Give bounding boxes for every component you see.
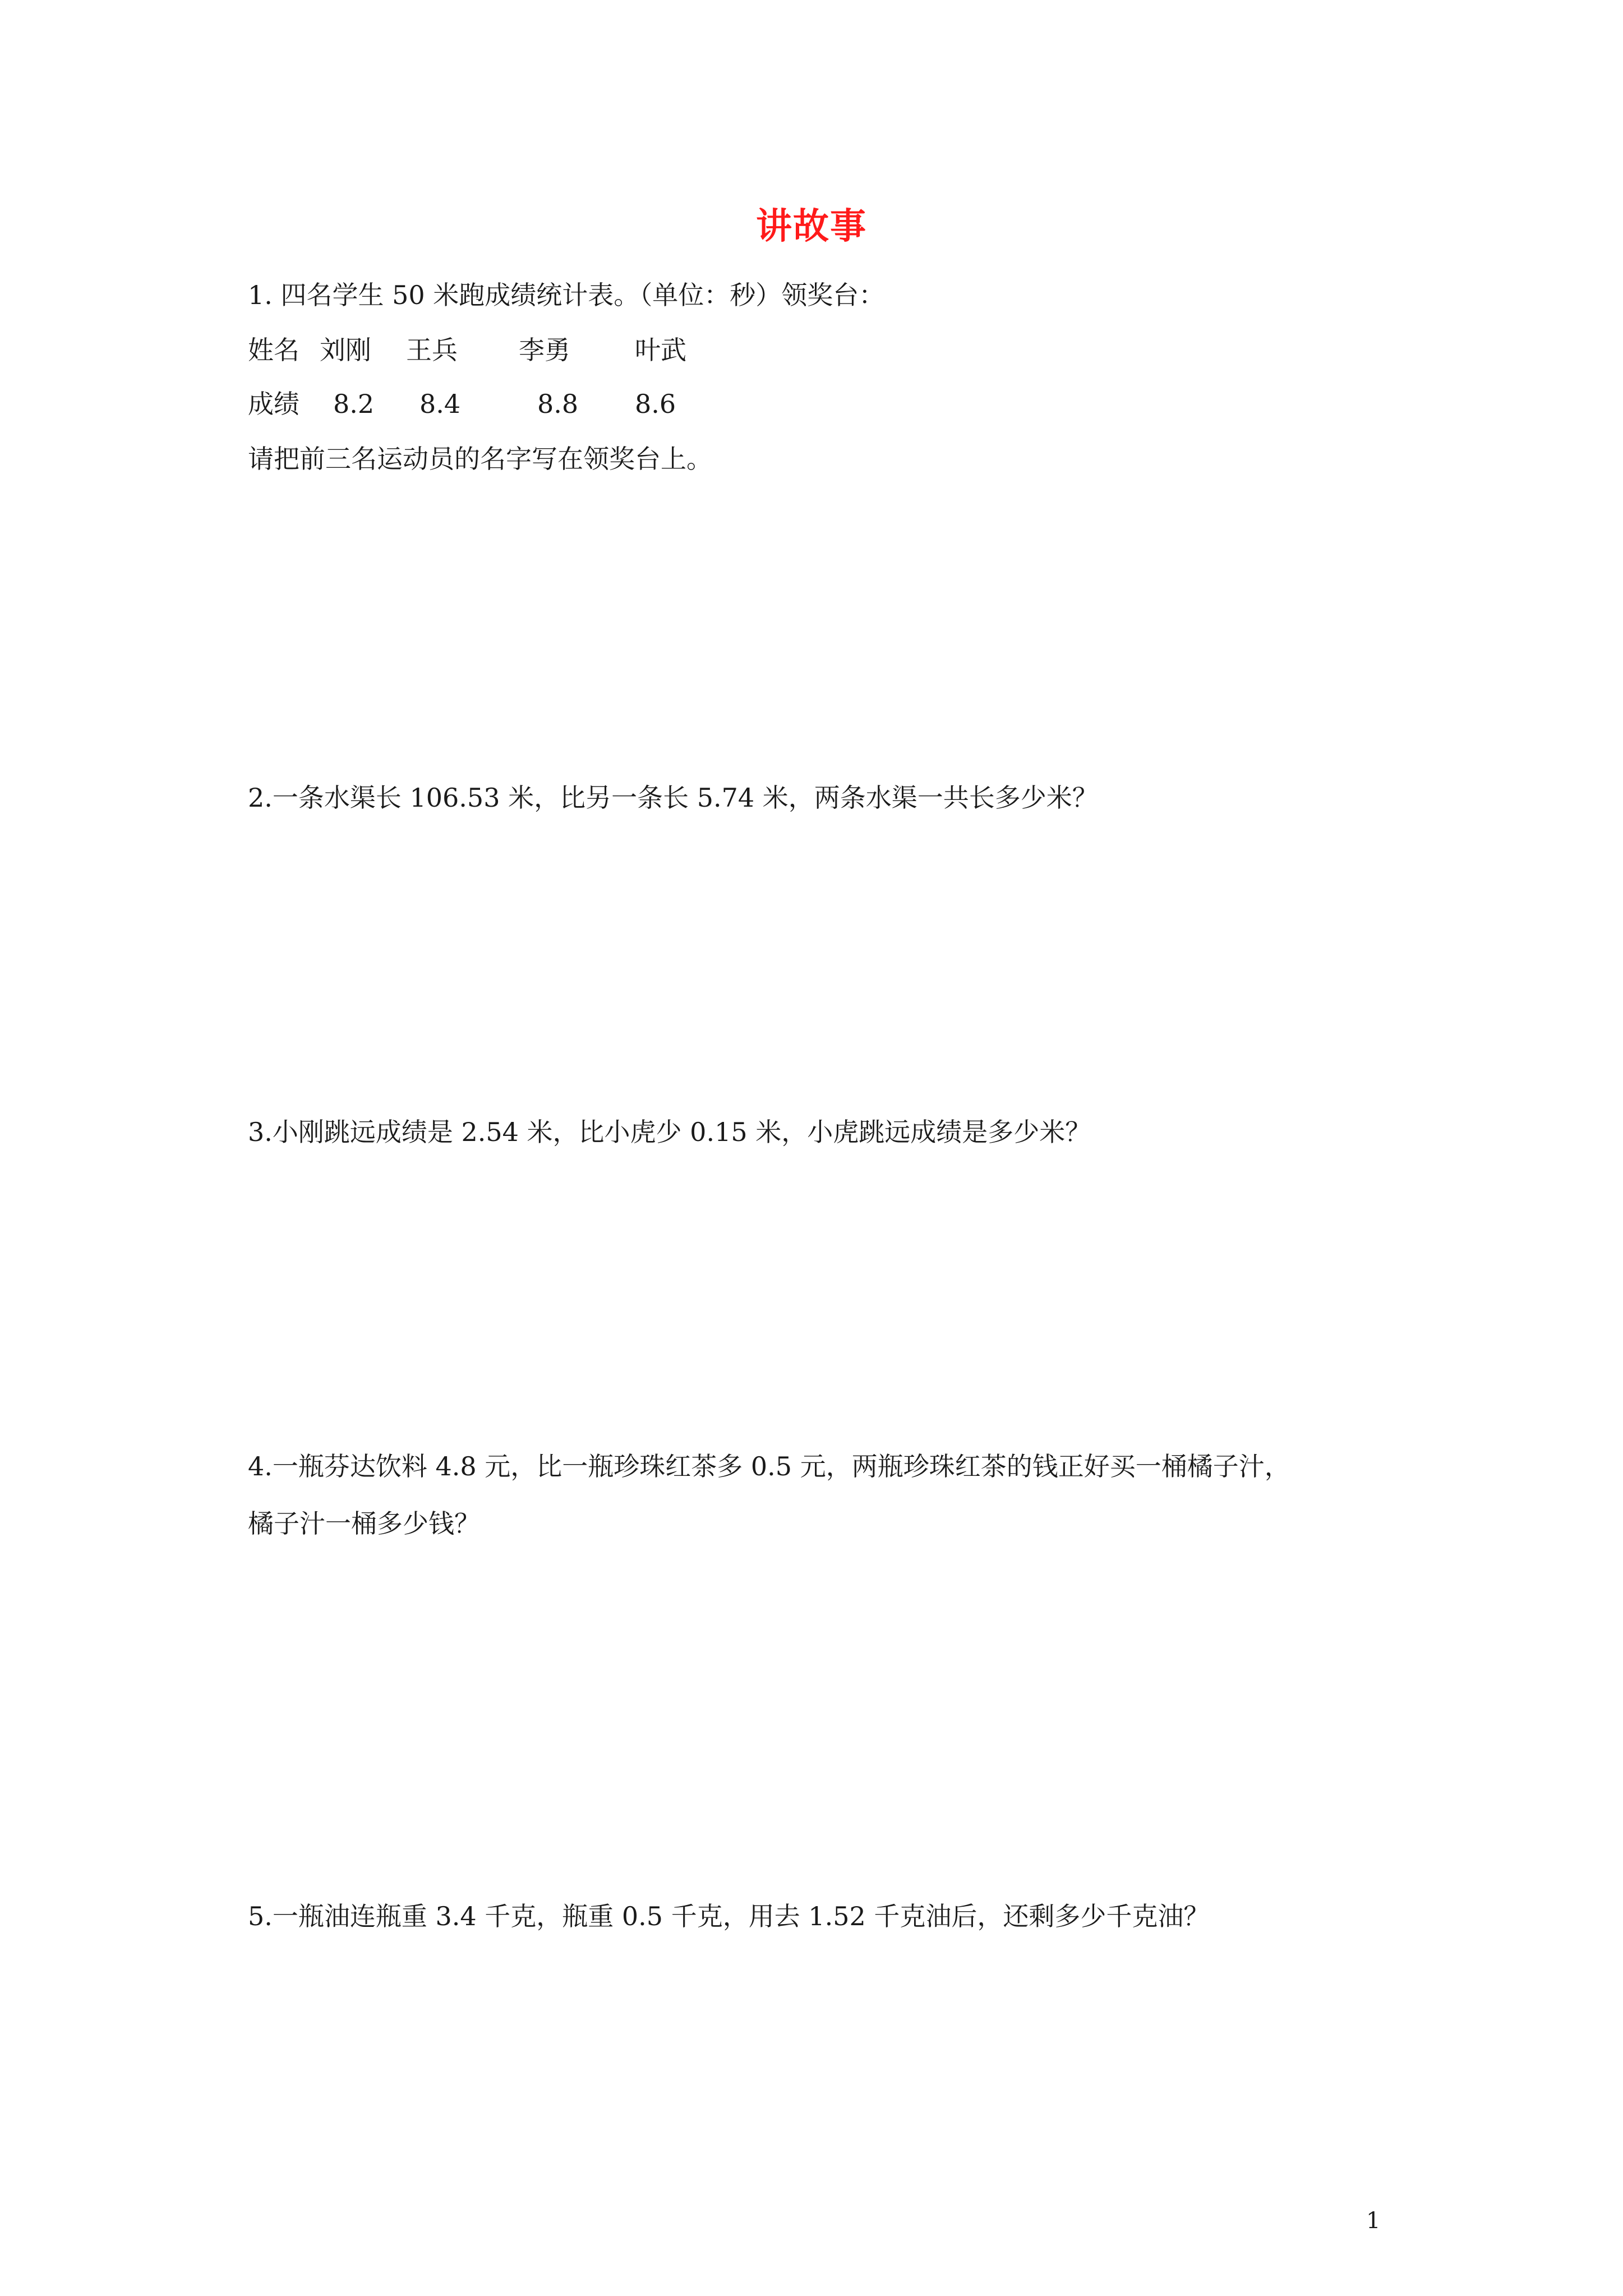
- question-5: 5.一瓶油连瓶重 3.4 千克，瓶重 0.5 千克，用去 1.52 千克油后，还剩多少千克油？: [248, 1901, 1210, 1931]
- score-cell: 8.6: [635, 389, 676, 419]
- question-4-line-1: 4.一瓶芬达饮料 4.8 元，比一瓶珍珠红茶多 0.5 元，两瓶珍珠红茶的钱正好买一桶橘子汁，: [248, 1451, 1290, 1481]
- question-1-instruction: 请把前三名运动员的名字写在领奖台上。: [248, 444, 712, 474]
- score-cell: 8.8: [537, 389, 579, 419]
- name-cell: 刘刚: [320, 335, 371, 365]
- name-cell: 叶武: [635, 335, 686, 365]
- question-1-header: 1. 四名学生 50 米跑成绩统计表。（单位：秒）领奖台：: [248, 280, 885, 310]
- question-2: 2.一条水渠长 106.53 米，比另一条长 5.74 米，两条水渠一共长多少米？: [248, 783, 1098, 813]
- question-4-line-2: 橘子汁一桶多少钱？: [248, 1508, 480, 1539]
- name-cell: 王兵: [406, 335, 458, 365]
- row-label-name: 姓名: [248, 335, 299, 365]
- page-title: 讲故事: [756, 206, 867, 247]
- score-cell: 8.4: [419, 389, 461, 419]
- page-number: 1: [1366, 2208, 1381, 2234]
- name-cell: 李勇: [519, 335, 570, 365]
- question-3: 3.小刚跳远成绩是 2.54 米，比小虎少 0.15 米，小虎跳远成绩是多少米？: [248, 1117, 1091, 1147]
- score-cell: 8.2: [333, 389, 375, 419]
- row-label-score: 成绩: [248, 389, 299, 419]
